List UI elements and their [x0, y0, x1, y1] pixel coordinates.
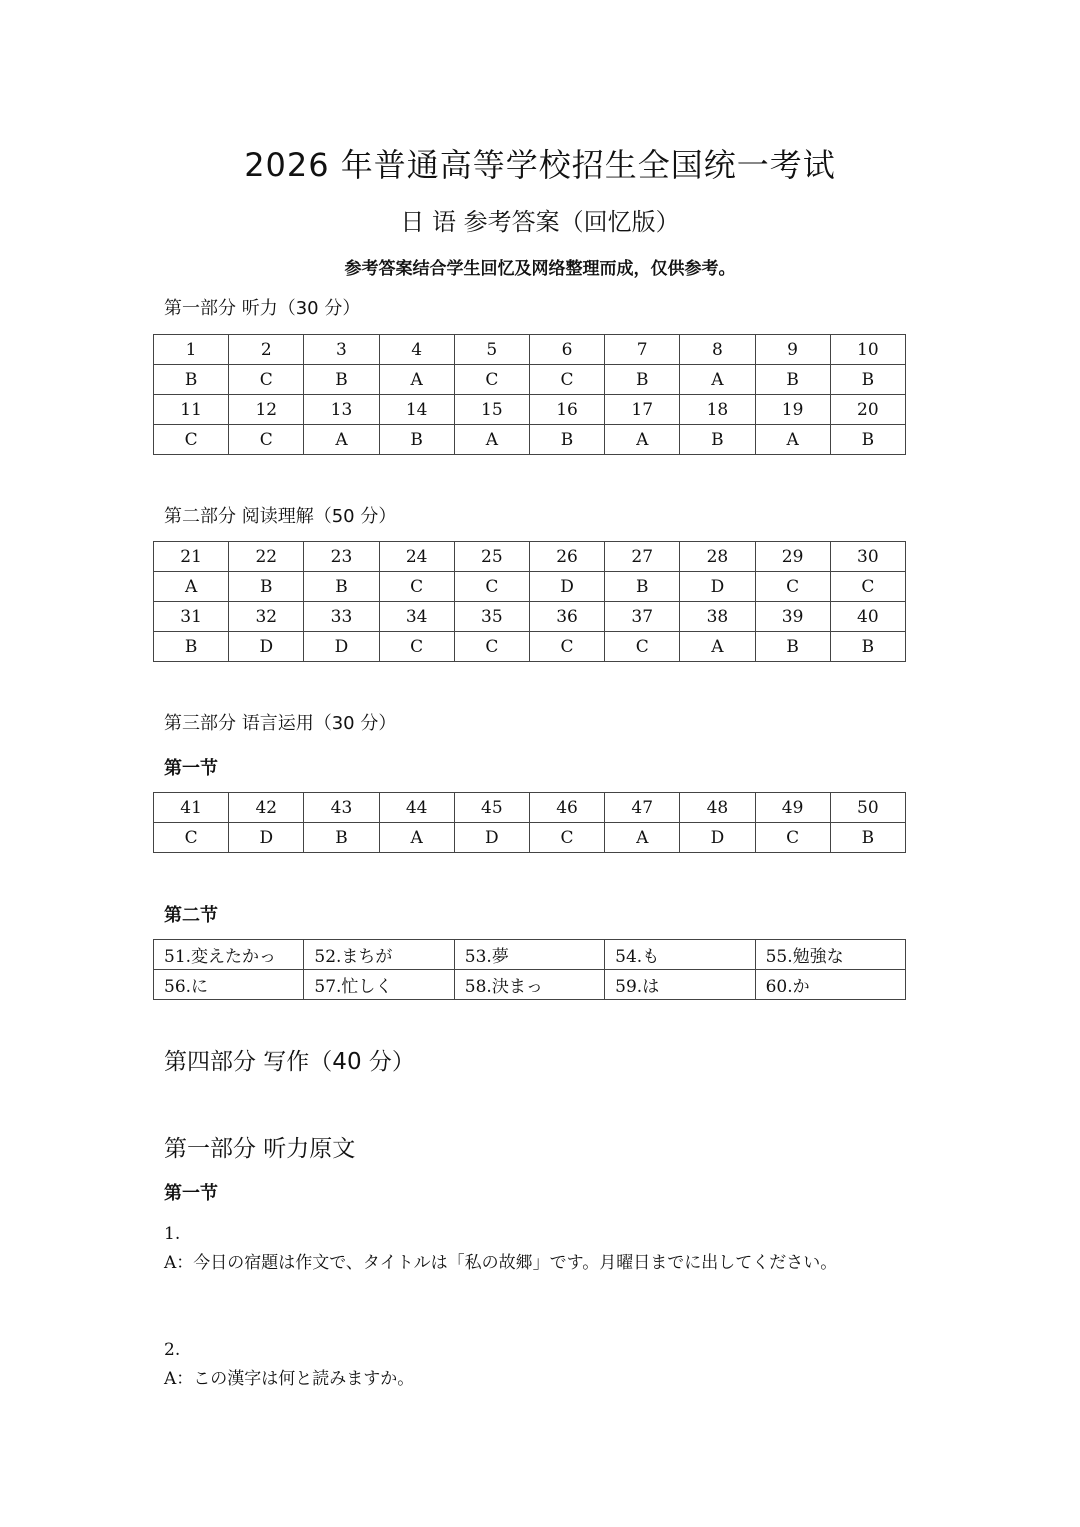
- table-cell: 53.夢: [454, 940, 604, 970]
- transcript-item: [164, 1220, 924, 1278]
- table-cell: 49: [755, 793, 830, 823]
- transcript-item-number: 2.: [164, 1340, 181, 1360]
- table-cell: C: [379, 572, 454, 602]
- table-cell: 11: [154, 395, 229, 425]
- table-cell: B: [605, 572, 680, 602]
- table-row: [154, 572, 906, 602]
- table-cell: 19: [755, 395, 830, 425]
- table-cell: A: [605, 425, 680, 455]
- table-cell: C: [154, 425, 229, 455]
- table-cell: 48: [680, 793, 755, 823]
- transcript-item: [164, 1336, 924, 1394]
- table-cell: 23: [304, 542, 379, 572]
- table-row: [154, 632, 906, 662]
- table-cell: 51.変えたかっ: [154, 940, 304, 970]
- table-cell: 1: [154, 335, 229, 365]
- table-cell: 57.忙しく: [304, 970, 454, 1000]
- table-cell: B: [529, 425, 604, 455]
- table-cell: A: [680, 632, 755, 662]
- part3-heading: 第三部分 语言运用（30 分）: [164, 713, 397, 734]
- table-cell: D: [304, 632, 379, 662]
- table-cell: 37: [605, 602, 680, 632]
- table-row: [154, 940, 906, 970]
- table-cell: 9: [755, 335, 830, 365]
- table-cell: 46: [529, 793, 604, 823]
- table-cell: B: [379, 425, 454, 455]
- listening-transcript-heading: 第一部分 听力原文: [164, 1136, 356, 1162]
- table-row: [154, 542, 906, 572]
- table-row: [154, 365, 906, 395]
- table-cell: 5: [454, 335, 529, 365]
- table-cell: 45: [454, 793, 529, 823]
- table-cell: 26: [529, 542, 604, 572]
- table-cell: C: [229, 365, 304, 395]
- table-cell: 60.か: [755, 970, 905, 1000]
- table-cell: 31: [154, 602, 229, 632]
- table-row: [154, 425, 906, 455]
- table-cell: 14: [379, 395, 454, 425]
- table-cell: 59.は: [605, 970, 755, 1000]
- table-row: [154, 335, 906, 365]
- table-row: [154, 823, 906, 853]
- table-cell: 17: [605, 395, 680, 425]
- table-cell: 41: [154, 793, 229, 823]
- table-cell: B: [830, 823, 905, 853]
- table-cell: D: [229, 823, 304, 853]
- table-cell: 21: [154, 542, 229, 572]
- table-cell: 43: [304, 793, 379, 823]
- table-cell: 8: [680, 335, 755, 365]
- part1-answer-table: [153, 334, 906, 455]
- table-cell: 18: [680, 395, 755, 425]
- table-cell: 16: [529, 395, 604, 425]
- table-cell: 56.に: [154, 970, 304, 1000]
- part3-section1-heading: 第一节: [164, 758, 218, 779]
- table-cell: 36: [529, 602, 604, 632]
- table-cell: 28: [680, 542, 755, 572]
- table-cell: 3: [304, 335, 379, 365]
- table-cell: 32: [229, 602, 304, 632]
- table-cell: D: [529, 572, 604, 602]
- table-cell: 58.決まっ: [454, 970, 604, 1000]
- table-cell: 40: [830, 602, 905, 632]
- part3-section2-answer-table: [153, 939, 906, 1000]
- part1-heading: 第一部分 听力（30 分）: [164, 298, 361, 319]
- table-cell: 29: [755, 542, 830, 572]
- listening-section1-heading: 第一节: [164, 1183, 218, 1204]
- table-row: [154, 793, 906, 823]
- table-cell: 27: [605, 542, 680, 572]
- table-cell: B: [830, 425, 905, 455]
- table-cell: D: [680, 572, 755, 602]
- transcript-item-number: 1.: [164, 1224, 181, 1244]
- table-cell: B: [680, 425, 755, 455]
- table-cell: 6: [529, 335, 604, 365]
- part2-heading: 第二部分 阅读理解（50 分）: [164, 506, 397, 527]
- table-cell: B: [830, 365, 905, 395]
- table-cell: 33: [304, 602, 379, 632]
- table-cell: A: [379, 823, 454, 853]
- table-cell: A: [154, 572, 229, 602]
- table-cell: C: [454, 572, 529, 602]
- transcript-item-text: A：今日の宿題は作文で、タイトルは「私の故郷」です。月曜日までに出してください。: [164, 1253, 838, 1273]
- table-cell: B: [304, 365, 379, 395]
- table-cell: B: [605, 365, 680, 395]
- table-cell: 42: [229, 793, 304, 823]
- table-cell: 39: [755, 602, 830, 632]
- table-cell: 12: [229, 395, 304, 425]
- table-cell: A: [605, 823, 680, 853]
- part2-answer-table: [153, 541, 906, 662]
- table-cell: 13: [304, 395, 379, 425]
- part3-section1-answer-table: [153, 792, 906, 853]
- table-cell: C: [755, 572, 830, 602]
- table-cell: 44: [379, 793, 454, 823]
- table-cell: B: [304, 572, 379, 602]
- table-cell: B: [229, 572, 304, 602]
- table-cell: 35: [454, 602, 529, 632]
- page-subtitle: 日 语 参考答案（回忆版）: [400, 208, 680, 236]
- table-cell: C: [154, 823, 229, 853]
- table-cell: C: [529, 365, 604, 395]
- table-cell: C: [605, 632, 680, 662]
- table-cell: C: [529, 632, 604, 662]
- transcript-item-text: A：この漢字は何と読みますか。: [164, 1369, 415, 1389]
- table-cell: 24: [379, 542, 454, 572]
- table-cell: C: [229, 425, 304, 455]
- table-cell: C: [529, 823, 604, 853]
- table-cell: 38: [680, 602, 755, 632]
- table-cell: A: [680, 365, 755, 395]
- table-cell: C: [454, 365, 529, 395]
- table-cell: B: [755, 365, 830, 395]
- table-cell: D: [680, 823, 755, 853]
- table-cell: 54.も: [605, 940, 755, 970]
- table-cell: 30: [830, 542, 905, 572]
- table-cell: 7: [605, 335, 680, 365]
- table-row: [154, 395, 906, 425]
- table-cell: A: [454, 425, 529, 455]
- table-cell: 47: [605, 793, 680, 823]
- table-cell: B: [755, 632, 830, 662]
- table-row: [154, 970, 906, 1000]
- part3-section2-heading: 第二节: [164, 905, 218, 926]
- table-cell: 55.勉強な: [755, 940, 905, 970]
- disclaimer-note: 参考答案结合学生回忆及网络整理而成，仅供参考。: [344, 259, 736, 279]
- part4-heading: 第四部分 写作（40 分）: [164, 1049, 415, 1075]
- table-cell: 25: [454, 542, 529, 572]
- table-cell: B: [830, 632, 905, 662]
- table-cell: 4: [379, 335, 454, 365]
- table-cell: C: [454, 632, 529, 662]
- page-title: 2026 年普通高等学校招生全国统一考试: [244, 146, 836, 184]
- table-cell: 50: [830, 793, 905, 823]
- table-cell: B: [154, 365, 229, 395]
- table-cell: C: [755, 823, 830, 853]
- table-cell: B: [304, 823, 379, 853]
- table-cell: 22: [229, 542, 304, 572]
- table-cell: 2: [229, 335, 304, 365]
- table-cell: 10: [830, 335, 905, 365]
- table-cell: 52.まちが: [304, 940, 454, 970]
- table-row: [154, 602, 906, 632]
- table-cell: 20: [830, 395, 905, 425]
- table-cell: B: [154, 632, 229, 662]
- table-cell: A: [304, 425, 379, 455]
- table-cell: 15: [454, 395, 529, 425]
- table-cell: D: [454, 823, 529, 853]
- table-cell: A: [379, 365, 454, 395]
- table-cell: 34: [379, 602, 454, 632]
- table-cell: A: [755, 425, 830, 455]
- table-cell: C: [379, 632, 454, 662]
- table-cell: C: [830, 572, 905, 602]
- table-cell: D: [229, 632, 304, 662]
